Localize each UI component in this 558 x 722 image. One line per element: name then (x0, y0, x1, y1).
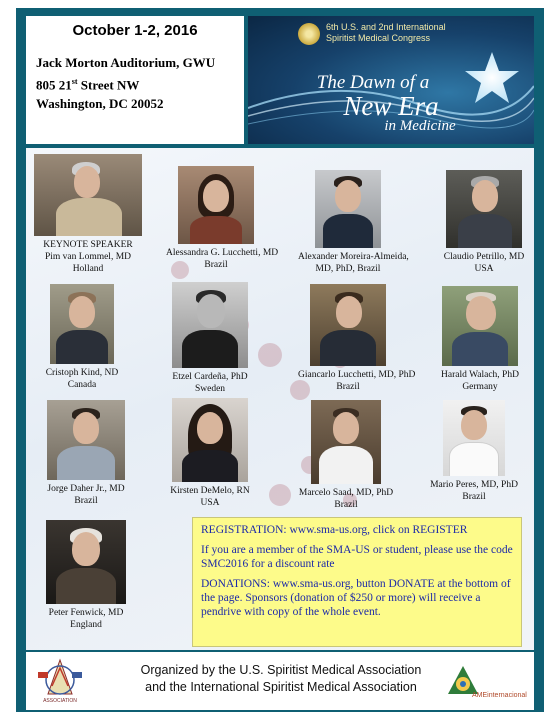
street-address: 805 21st Street NW (36, 77, 140, 93)
speaker-harald-walach (430, 286, 530, 393)
speaker-pim-van-lommel (32, 154, 144, 275)
speaker-country: Germany (462, 382, 498, 392)
speaker-credentials: MD, PhD, Brazil (315, 264, 381, 274)
speaker-etzel-cardena (160, 282, 260, 395)
city-address: Washington, DC 20052 (36, 96, 164, 112)
speaker-photo (172, 282, 248, 368)
speaker-title: KEYNOTE SPEAKER (43, 240, 133, 250)
speaker-country: Sweden (194, 384, 226, 394)
speaker-photo (446, 170, 522, 248)
ame-logo-text: AMEinternacional (472, 692, 527, 699)
registration-info (192, 517, 522, 647)
speaker-name: Jorge Daher Jr., MD (47, 484, 125, 494)
speaker-country: Brazil (334, 500, 358, 510)
speaker-country: Brazil (336, 382, 360, 392)
speaker-name: Harald Walach, PhD (441, 370, 519, 380)
speaker-name: Kirsten DeMelo, RN (170, 486, 250, 496)
speaker-photo (47, 400, 125, 480)
speaker-country: Brazil (462, 492, 486, 502)
usma-logo-text: ASSOCIATION (43, 698, 77, 704)
congress-logo-icon (298, 23, 320, 45)
venue-name: Jack Morton Auditorium, GWU (36, 55, 216, 70)
speaker-country: USA (200, 498, 220, 508)
speaker-peter-fenwick (36, 520, 136, 631)
speaker-name: Alessandra G. Lucchetti, MD (166, 248, 279, 258)
organizers-text: Organized by the U.S. Spiritist Medical Association and the International Spiritist Medical Association (140, 663, 422, 694)
speaker-country: Holland (72, 264, 104, 274)
speaker-photo (311, 400, 381, 484)
footer (26, 652, 534, 710)
speaker-name: Marcelo Saad, MD, PhD (298, 488, 394, 498)
speaker-name: Pim van Lommel, MD (44, 252, 132, 262)
speaker-photo (46, 520, 126, 604)
speaker-photo (315, 170, 381, 248)
speaker-name: Peter Fenwick, MD (48, 608, 124, 618)
speaker-alexander-moreira-almeida (298, 170, 409, 275)
speaker-giancarlo-lucchetti (298, 284, 416, 393)
speaker-claudio-petrillo (436, 170, 532, 275)
speaker-name: Etzel Cardeña, PhD (172, 372, 248, 382)
speaker-photo (50, 284, 114, 364)
speaker-name: Mario Peres, MD, PhD (430, 480, 518, 490)
event-info (26, 16, 244, 144)
banner-title: The Dawn of a New Era in Medicine (316, 72, 456, 134)
speaker-name: Cristoph Kind, ND (45, 368, 119, 378)
speaker-country: England (70, 620, 102, 630)
speaker-alessandra-lucchetti (166, 166, 279, 271)
speaker-country: Brazil (204, 260, 228, 270)
speaker-country: Canada (67, 380, 97, 390)
speaker-photo (172, 398, 248, 482)
discount-text: If you are a member of the SMA-US or student, please use the code SMC2016 for a discount rate (201, 544, 513, 570)
speaker-name: Claudio Petrillo, MD (443, 252, 525, 262)
speaker-photo (443, 400, 505, 476)
speaker-marcelo-saad (296, 400, 396, 511)
speaker-mario-peres (424, 400, 524, 503)
speaker-photo (310, 284, 386, 366)
speaker-photo (178, 166, 254, 244)
registration-text: REGISTRATION: www.sma-us.org, click on REGISTER (201, 524, 468, 536)
speaker-jorge-daher (36, 400, 136, 507)
speaker-country: Brazil (74, 496, 98, 506)
speaker-name: Alexander Moreira-Almeida, (298, 252, 409, 262)
congress-name: 6th U.S. and 2nd International Spiritist Medical Congress (326, 22, 446, 43)
donations-text: DONATIONS: www.sma-us.org, button DONATE at the bottom of the page. Sponsors (donation of $250 or more) will receive a pendrive with copy of the whole event. (201, 578, 511, 618)
speaker-cristoph-kind (32, 284, 132, 391)
event-date: October 1-2, 2016 (72, 22, 198, 39)
congress-banner (248, 16, 534, 144)
speaker-photo (34, 154, 142, 236)
speaker-photo (442, 286, 518, 366)
speaker-country: USA (474, 264, 494, 274)
speaker-kirsten-demelo (160, 398, 260, 509)
speaker-name: Giancarlo Lucchetti, MD, PhD (298, 370, 416, 380)
